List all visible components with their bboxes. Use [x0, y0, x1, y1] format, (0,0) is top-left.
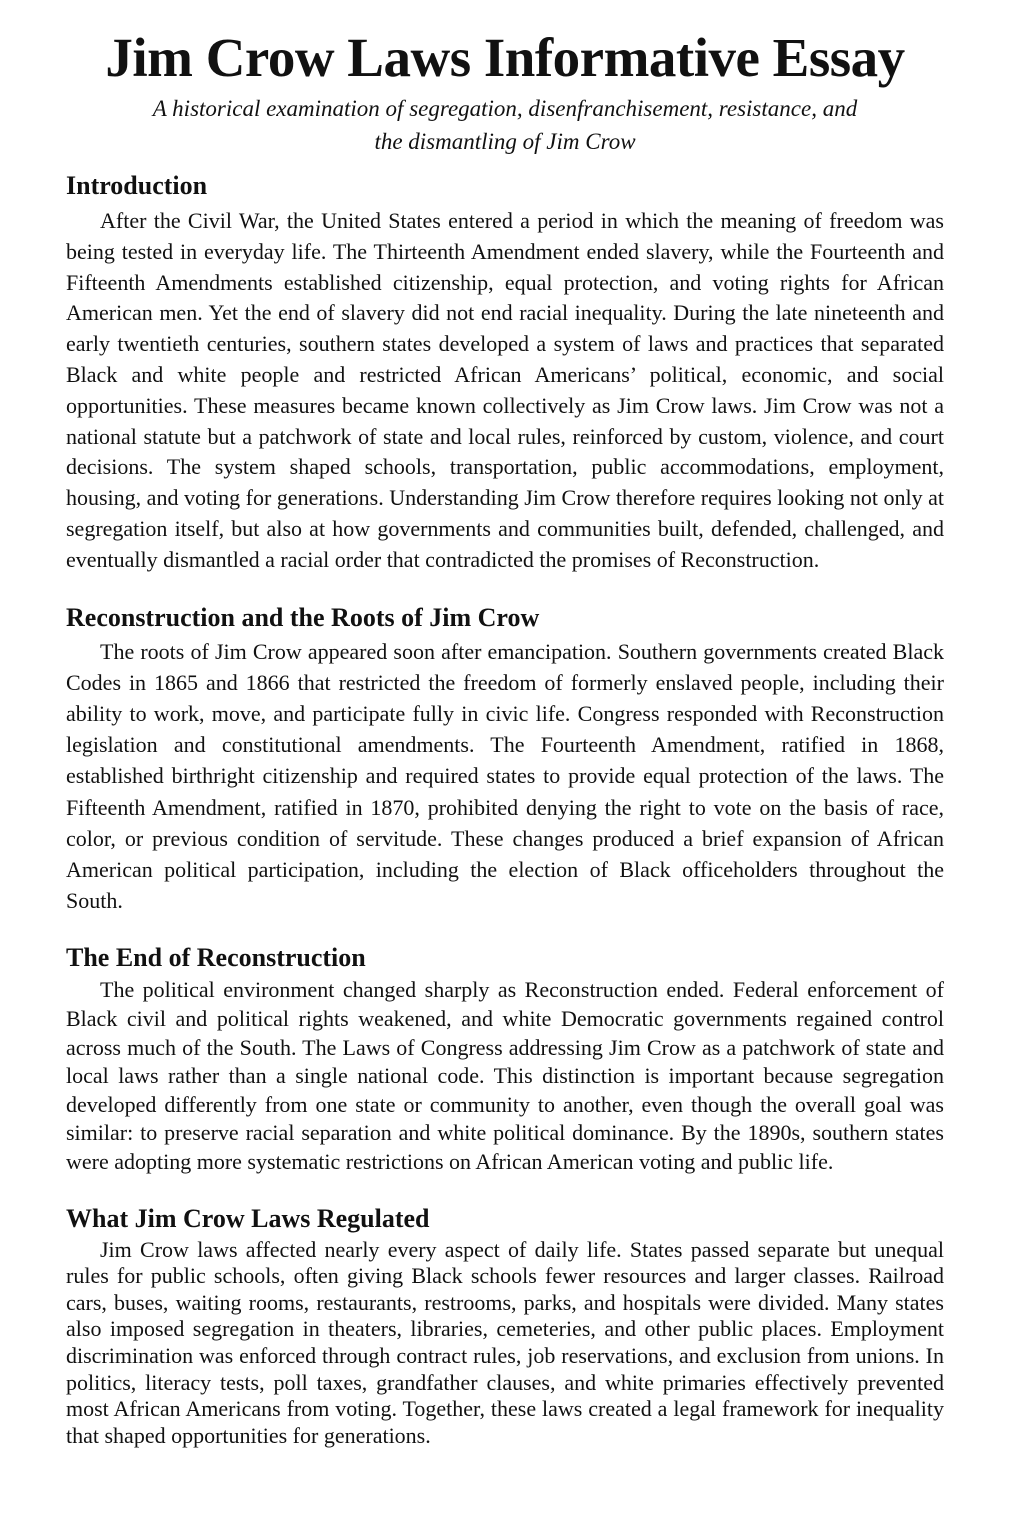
section-paragraph: The political environment changed sharply as Reconstruction ended. Federal enforcement of Black civil and political rights weakened, and white Democratic governments regained control across much of the South. The Laws of Congress addressing Jim Crow as a patchwork of state and local laws rather than a single national code. This distinction is important because segregation developed differently from one state or community to another, even though the overall goal was similar: to preserve racial separation and white political dominance. By the 1890s, southern states were adopting more systematic restrictions on African American voting and public life. — [66, 977, 944, 1174]
section-reconstruction-roots — [66, 602, 944, 917]
essay-subtitle: A historical examination of segregation, disenfranchisement, resistance, and the dismantling of Jim Crow — [152, 96, 858, 154]
essay-title: Jim Crow Laws Informative Essay — [105, 27, 905, 88]
section-heading: Introduction — [66, 171, 208, 200]
section-paragraph: Jim Crow laws affected nearly every aspect of daily life. States passed separate but unequal rules for public schools, often giving Black schools fewer resources and larger classes. Railroad cars, buses, waiting rooms, restaurants, restrooms, parks, and hospitals were divided. Many states also imposed segregation in theaters, libraries, cemeteries, and other public places. Employment discrimination was enforced through contract rules, job reservations, and exclusion from unions. In politics, literacy tests, poll taxes, grandfather clauses, and white primaries effectively prevented most African Americans from voting. Together, these laws created a legal framework for inequality that shaped opportunities for generations. — [66, 1236, 944, 1448]
section-heading: Reconstruction and the Roots of Jim Crow — [66, 602, 540, 632]
section-heading: The End of Reconstruction — [66, 943, 366, 973]
essay-page — [66, 26, 944, 1449]
section-end-of-reconstruction — [66, 942, 944, 1176]
section-introduction — [66, 170, 944, 576]
section-paragraph: After the Civil War, the United States entered a period in which the meaning of freedom was being tested in everyday life. The Thirteenth Amendment ended slavery, while the Fourteenth and Fifteenth Amendments established citizenship, equal protection, and voting rights for African American men. Yet the end of slavery did not end racial inequality. During the late nineteenth and early twentieth centuries, southern states developed a system of laws and practices that separated Black and white people and restricted African Americans’ political, economic, and social opportunities. These measures became known collectively as Jim Crow laws. Jim Crow was not a national statute but a patchwork of state and local rules, reinforced by custom, violence, and court decisions. The system shaped schools, transportation, public accommodations, employment, housing, and voting for generations. Understanding Jim Crow therefore requires looking not only at segregation itself, but also at how governments and communities built, defended, challenged, and eventually dismantled a racial order that contradicted the promises of Reconstruction. — [66, 208, 944, 572]
section-heading: What Jim Crow Laws Regulated — [66, 1203, 430, 1233]
section-paragraph: The roots of Jim Crow appeared soon after emancipation. Southern governments created Black Codes in 1865 and 1866 that restricted the freedom of formerly enslaved people, including their ability to work, move, and participate fully in civic life. Congress responded with Reconstruction legislation and constitutional amendments. The Fourteenth Amendment, ratified in 1868, established birthright citizenship and required states to provide equal protection of the laws. The Fifteenth Amendment, ratified in 1870, prohibited denying the right to vote on the basis of race, color, or previous condition of servitude. These changes produced a brief expansion of African American political participation, including the election of Black officeholders throughout the South. — [66, 638, 944, 914]
section-what-laws-regulated — [66, 1203, 944, 1450]
